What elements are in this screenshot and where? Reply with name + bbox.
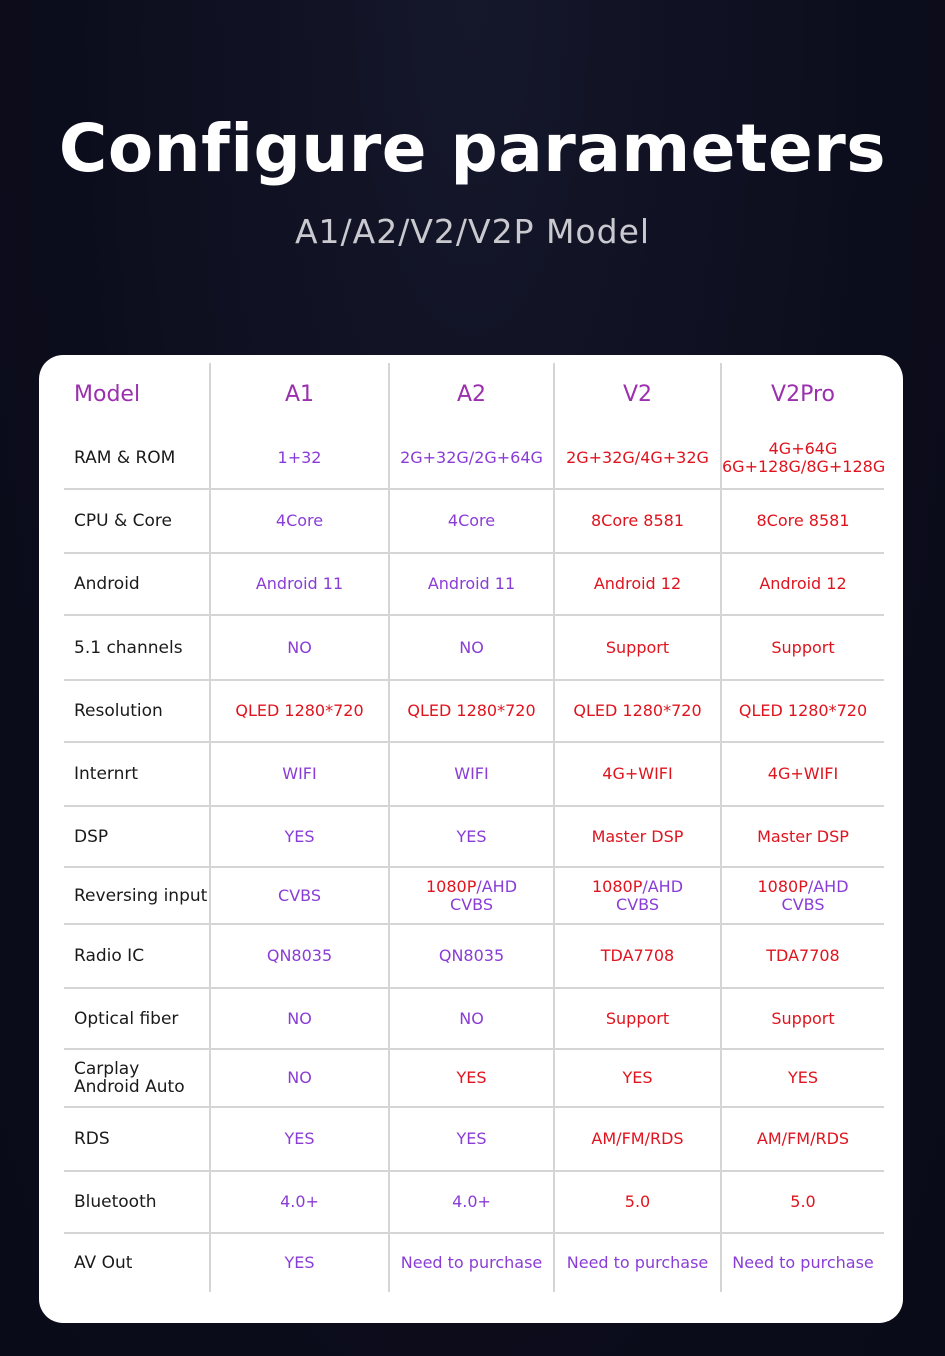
cell-v2: AM/FM/RDS (554, 1107, 721, 1171)
row-label: Reversing input (74, 885, 208, 906)
cell-v2pro: Android 12 (721, 553, 884, 615)
cell-a1: YES (210, 806, 389, 867)
row-label: Carplay Android Auto (74, 1059, 185, 1097)
cell-v2: 4G+WIFI (554, 742, 721, 806)
row-label: AV Out (74, 1253, 133, 1273)
cell-v2pro: 4G+WIFI (721, 742, 884, 806)
cell-a1: YES (210, 1233, 389, 1292)
cell-a2: 4.0+ (389, 1171, 554, 1233)
cell-v2: Master DSP (554, 806, 721, 867)
cell-a1: NO (210, 988, 389, 1049)
cell-v2: 5.0 (554, 1171, 721, 1233)
cell-a2: NO (389, 988, 554, 1049)
table-row (64, 806, 884, 867)
cell-v2pro: Support (721, 988, 884, 1049)
column-header-v2pro: V2Pro (721, 363, 884, 427)
cell-v2: YES (554, 1049, 721, 1107)
cell-v2: QLED 1280*720 (554, 680, 721, 742)
table-row (64, 615, 884, 680)
cell-a2: YES (389, 1107, 554, 1171)
cell-a1: 1+32 (210, 427, 389, 489)
cell-a2: 1080P/AHD CVBS (389, 867, 554, 924)
cell-v2: Android 12 (554, 553, 721, 615)
cell-v2pro: Master DSP (721, 806, 884, 867)
cell-a1: CVBS (210, 867, 389, 924)
table-row (64, 988, 884, 1049)
cell-v2: 8Core 8581 (554, 489, 721, 553)
column-header-v2: V2 (554, 363, 721, 427)
row-label: RAM & ROM (74, 447, 176, 468)
column-header-model: Model (74, 382, 141, 407)
table-row (64, 1171, 884, 1233)
page-title: Configure parameters (58, 110, 887, 187)
cell-v2pro: Need to purchase (721, 1233, 884, 1292)
cell-v2pro: YES (721, 1049, 884, 1107)
cell-a2: 4Core (389, 489, 554, 553)
table-row (64, 924, 884, 988)
table-row (64, 742, 884, 806)
table-row (64, 1233, 884, 1292)
cell-v2pro: 4G+64G 6G+128G/8G+128G (721, 427, 884, 489)
cell-v2: TDA7708 (554, 924, 721, 988)
cell-a1: NO (210, 615, 389, 680)
row-label: Android (74, 574, 140, 594)
cell-a1: YES (210, 1107, 389, 1171)
table-row (64, 489, 884, 553)
row-label: Optical fiber (74, 1008, 179, 1029)
column-header-a1: A1 (210, 363, 389, 427)
table-row (64, 553, 884, 615)
cell-v2: 1080P/AHD CVBS (554, 867, 721, 924)
cell-a2: QLED 1280*720 (389, 680, 554, 742)
cell-v2: Support (554, 615, 721, 680)
cell-a1: QLED 1280*720 (210, 680, 389, 742)
row-label: Internrt (74, 764, 139, 784)
cell-v2pro: QLED 1280*720 (721, 680, 884, 742)
cell-a1: NO (210, 1049, 389, 1107)
cell-v2: 2G+32G/4G+32G (554, 427, 721, 489)
table-row (64, 1107, 884, 1171)
cell-v2pro: TDA7708 (721, 924, 884, 988)
cell-a2: Need to purchase (389, 1233, 554, 1292)
row-label: Radio IC (74, 946, 145, 966)
table-row (64, 867, 884, 924)
row-label: DSP (74, 826, 109, 847)
spec-card (39, 355, 903, 1323)
cell-a2: YES (389, 806, 554, 867)
cell-v2pro: 8Core 8581 (721, 489, 884, 553)
cell-v2pro: AM/FM/RDS (721, 1107, 884, 1171)
cell-v2pro: Support (721, 615, 884, 680)
cell-v2pro: 1080P/AHD CVBS (721, 867, 884, 924)
row-label: Bluetooth (74, 1192, 157, 1212)
cell-a2: QN8035 (389, 924, 554, 988)
cell-a2: YES (389, 1049, 554, 1107)
page-subtitle: A1/A2/V2/V2P Model (294, 212, 651, 251)
cell-a2: Android 11 (389, 553, 554, 615)
cell-a2: WIFI (389, 742, 554, 806)
table-header-row (64, 363, 884, 427)
cell-a1: 4Core (210, 489, 389, 553)
row-label: Resolution (74, 701, 163, 721)
table-row (64, 680, 884, 742)
table-row (64, 427, 884, 489)
cell-v2pro: 5.0 (721, 1171, 884, 1233)
cell-a2: 2G+32G/2G+64G (389, 427, 554, 489)
row-label: RDS (74, 1129, 110, 1149)
row-label: 5.1 channels (74, 637, 183, 658)
spec-table (64, 363, 884, 1292)
cell-v2: Support (554, 988, 721, 1049)
row-label: CPU & Core (74, 511, 172, 531)
cell-a1: WIFI (210, 742, 389, 806)
cell-a1: 4.0+ (210, 1171, 389, 1233)
column-header-a2: A2 (389, 363, 554, 427)
cell-a2: NO (389, 615, 554, 680)
cell-a1: QN8035 (210, 924, 389, 988)
cell-a1: Android 11 (210, 553, 389, 615)
cell-v2: Need to purchase (554, 1233, 721, 1292)
table-row (64, 1049, 884, 1107)
